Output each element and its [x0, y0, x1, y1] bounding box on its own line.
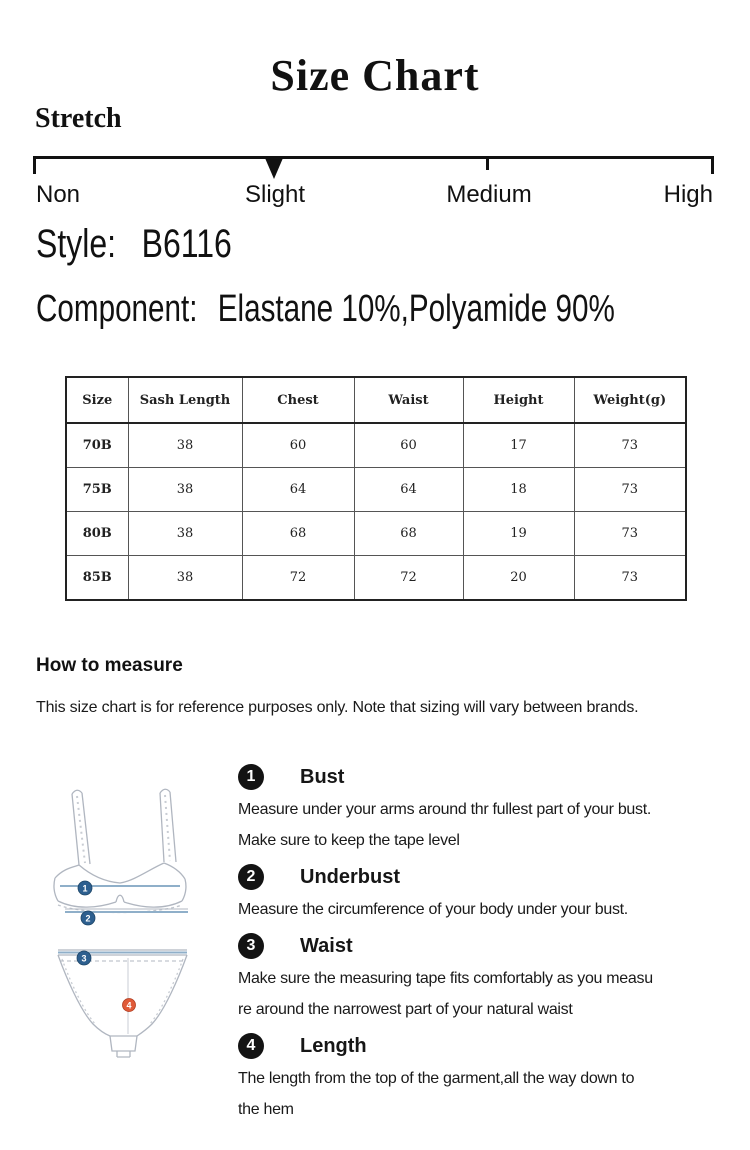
- cell-weight: 73: [574, 556, 686, 601]
- step-2-line-1: Measure the circumference of your body under your bust.: [238, 901, 628, 918]
- cell-size: 85B: [66, 556, 128, 601]
- table-header-cell: Weight(g): [574, 377, 686, 423]
- cell-chest: 60: [242, 423, 354, 468]
- table-row: [66, 556, 686, 601]
- step-3-badge: 3: [238, 933, 264, 959]
- component-label: Component:: [36, 288, 198, 330]
- step-4-badge: 4: [238, 1033, 264, 1059]
- cell-height: 19: [463, 512, 574, 556]
- cell-waist: 72: [354, 556, 463, 601]
- measure-lines: [58, 883, 188, 953]
- step-1-title: Bust: [300, 765, 345, 788]
- length-marker: [123, 999, 136, 1012]
- step-4-line-2: the hem: [238, 1101, 294, 1118]
- step-2-title: Underbust: [300, 865, 400, 888]
- cell-height: 18: [463, 468, 574, 512]
- step-4-title: Length: [300, 1034, 367, 1057]
- table-header-cell: Chest: [242, 377, 354, 423]
- table-header-cell: Waist: [354, 377, 463, 423]
- component-line: [36, 288, 615, 331]
- step-underbust: [238, 863, 743, 925]
- cell-weight: 73: [574, 512, 686, 556]
- table-header-cell: Size: [66, 377, 128, 423]
- scale-tick-left: [33, 156, 36, 174]
- table-header-cell: Height: [463, 377, 574, 423]
- step-length: [238, 1032, 743, 1125]
- how-to-measure-heading: How to measure: [36, 655, 183, 676]
- cell-size: 70B: [66, 423, 128, 468]
- style-label: Style:: [36, 222, 117, 266]
- cell-sash-length: 38: [128, 423, 242, 468]
- bikini-diagram: [46, 762, 214, 1058]
- cell-sash-length: 38: [128, 468, 242, 512]
- cell-waist: 64: [354, 468, 463, 512]
- scale-tick-medium: [486, 156, 489, 170]
- reference-note: This size chart is for reference purposes only. Note that sizing will vary between brands.: [36, 699, 639, 716]
- cell-waist: 68: [354, 512, 463, 556]
- cell-height: 17: [463, 423, 574, 468]
- table-header-row: [66, 377, 686, 423]
- step-3-line-2: re around the narrowest part of your natural waist: [238, 1001, 573, 1018]
- component-value: Elastane 10%,Polyamide 90%: [217, 288, 615, 330]
- page-title: Size Chart: [270, 51, 480, 100]
- step-4-line-1: The length from the top of the garment,all the way down to: [238, 1070, 635, 1087]
- cell-size: 80B: [66, 512, 128, 556]
- table-row: [66, 423, 686, 468]
- table-header-cell: Sash Length: [128, 377, 242, 423]
- step-2-badge: 2: [238, 864, 264, 890]
- measure-steps: [238, 763, 743, 1132]
- step-waist: [238, 932, 743, 1025]
- cell-weight: 73: [574, 423, 686, 468]
- step-1-line-2: Make sure to keep the tape level: [238, 832, 460, 849]
- cell-chest: 72: [242, 556, 354, 601]
- cell-chest: 68: [242, 512, 354, 556]
- step-3-title: Waist: [300, 934, 353, 957]
- cell-weight: 73: [574, 468, 686, 512]
- cell-sash-length: 38: [128, 556, 242, 601]
- waist-marker: [77, 951, 91, 965]
- stretch-label: Stretch: [35, 103, 122, 134]
- bra-sketch: [54, 789, 188, 912]
- scale-label-non: Non: [36, 181, 81, 208]
- cell-sash-length: 38: [128, 512, 242, 556]
- cell-size: 75B: [66, 468, 128, 512]
- svg-text:4: 4: [126, 1000, 132, 1011]
- table-row: [66, 512, 686, 556]
- scale-label-medium: Medium: [446, 181, 532, 208]
- underbust-marker: [81, 911, 95, 925]
- step-bust: [238, 763, 743, 856]
- stretch-scale-line: [33, 156, 714, 159]
- svg-text:3: 3: [81, 953, 87, 964]
- scale-label-high: High: [663, 181, 713, 208]
- style-value: B6116: [141, 222, 232, 266]
- table-row: [66, 468, 686, 512]
- bust-marker: [78, 881, 92, 895]
- scale-label-slight: Slight: [244, 181, 306, 208]
- style-line: [36, 222, 232, 267]
- step-1-badge: 1: [238, 764, 264, 790]
- svg-text:2: 2: [85, 913, 91, 924]
- cell-chest: 64: [242, 468, 354, 512]
- cell-height: 20: [463, 556, 574, 601]
- scale-tick-right: [711, 156, 714, 174]
- step-3-line-1: Make sure the measuring tape fits comfortably as you measu: [238, 970, 653, 987]
- step-1-line-1: Measure under your arms around thr fullest part of your bust.: [238, 801, 652, 818]
- svg-text:1: 1: [82, 883, 88, 894]
- size-table: [65, 376, 687, 601]
- stretch-marker-triangle-icon: [265, 158, 283, 179]
- cell-waist: 60: [354, 423, 463, 468]
